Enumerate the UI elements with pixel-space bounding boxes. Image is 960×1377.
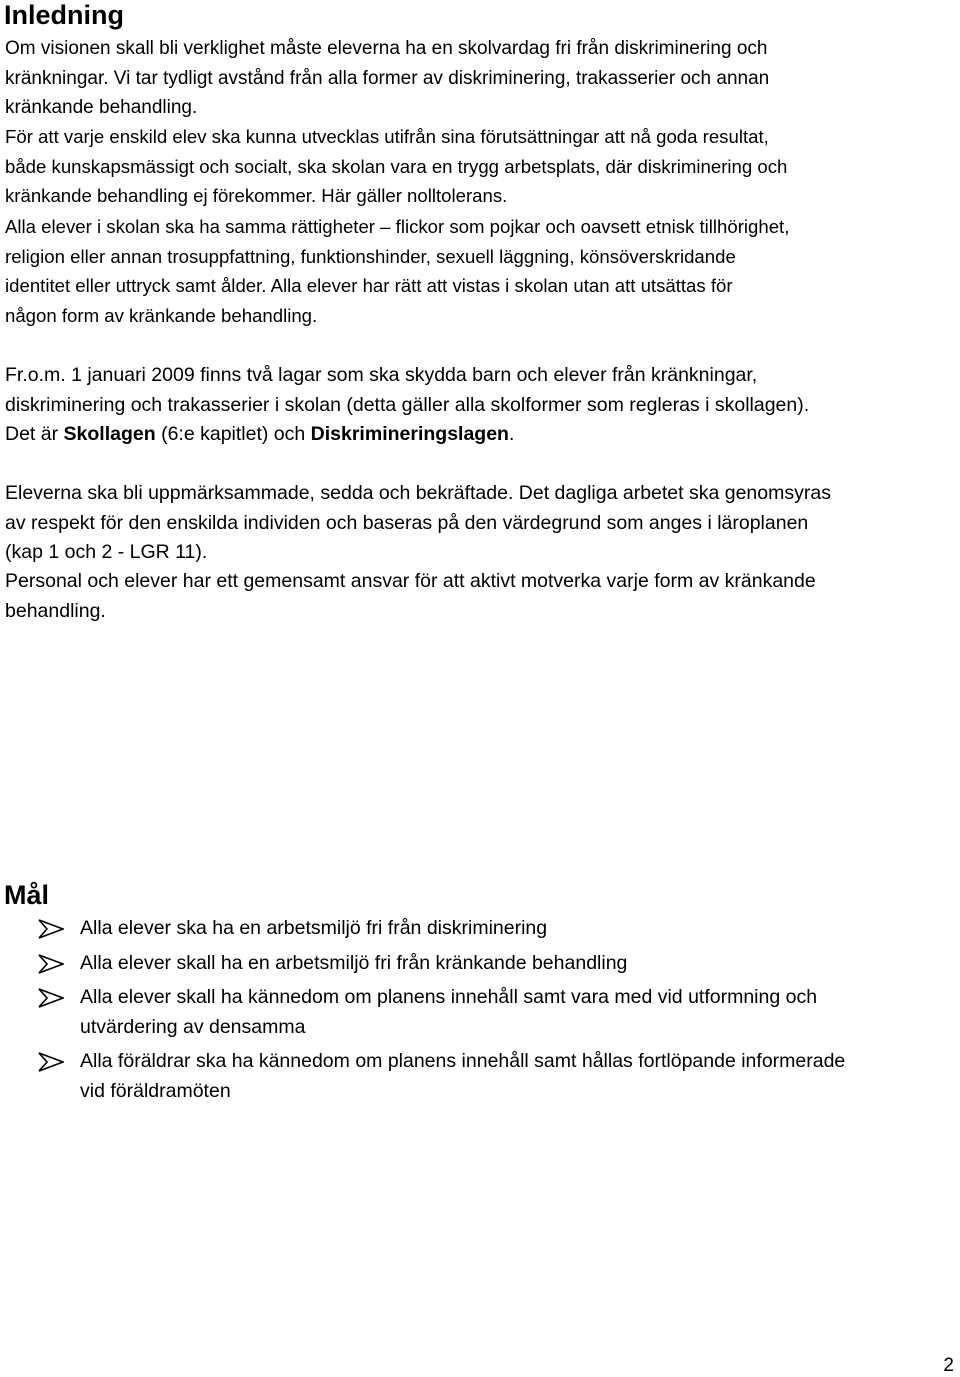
text-fragment: . <box>508 423 515 446</box>
paragraph-vision <box>5 34 769 123</box>
text-line: utvärdering av densamma <box>80 1015 306 1038</box>
text-line: kränkande behandling. <box>5 97 198 119</box>
heading-inledning: Inledning <box>4 0 124 30</box>
law-skollagen: Skollagen <box>63 423 156 446</box>
arrow-bullet-icon <box>38 919 64 939</box>
text-line: För att varje enskild elev ska kunna utvecklas utifrån sina förutsättningar att nå goda resultat, <box>5 126 769 147</box>
arrow-bullet-icon <box>38 954 64 974</box>
arrow-bullet-icon <box>38 988 64 1008</box>
text-fragment: Det är <box>5 423 64 446</box>
text-line: kränkande behandling ej förekommer. Här gäller nolltolerans. <box>5 185 508 207</box>
text-line: behandling. <box>5 599 106 622</box>
paragraph-shared-responsibility <box>5 567 816 626</box>
text-line: Alla elever i skolan ska ha samma rättigheter – flickor som pojkar och oavsett etnisk tillhörighet, <box>5 216 790 237</box>
goal-text <box>80 983 817 1042</box>
paragraph-values <box>5 479 831 568</box>
paragraph-equal-rights <box>5 212 789 330</box>
goal-text <box>80 914 547 944</box>
paragraph-safe-school <box>5 122 787 211</box>
text-line: Alla elever skall ha en arbetsmiljö fri från kränkande behandling <box>80 952 628 974</box>
text-line: Om visionen skall bli verklighet måste eleverna ha en skolvardag fri från diskriminering och <box>5 38 768 59</box>
text-line: Eleverna ska bli uppmärksammade, sedda och bekräftade. Det dagliga arbetet ska genomsyras <box>5 482 831 504</box>
heading-mal: Mål <box>4 880 50 910</box>
paragraph-laws <box>5 361 809 450</box>
text-line: Fr.o.m. 1 januari 2009 finns två lagar som ska skydda barn och elever från kränkningar, <box>5 364 758 386</box>
text-line-laws <box>5 420 809 450</box>
text-fragment: (6:e kapitlet) och <box>155 423 311 446</box>
goal-text <box>80 1047 845 1106</box>
text-line: Alla elever ska ha en arbetsmiljö fri från diskriminering <box>80 917 548 939</box>
text-line: kränkningar. Vi tar tydligt avstånd från alla former av diskriminering, trakasserier och annan <box>5 67 770 89</box>
arrow-bullet-icon <box>38 1052 64 1072</box>
text-line: Alla föräldrar ska ha kännedom om planens innehåll samt hållas fortlöpande informerade <box>80 1050 846 1072</box>
law-diskrimineringslagen: Diskrimineringslagen <box>310 423 509 446</box>
goal-text <box>80 949 627 979</box>
text-line: Alla elever skall ha kännedom om planens innehåll samt vara med vid utformning och <box>80 986 818 1008</box>
text-line: (kap 1 och 2 - LGR 11). <box>5 541 208 564</box>
text-line: både kunskapsmässigt och socialt, ska skolan vara en trygg arbetsplats, där diskriminering och <box>5 155 788 177</box>
text-line: vid föräldramöten <box>80 1079 231 1102</box>
text-line: Personal och elever har ett gemensamt ansvar för att aktivt motverka varje form av kränkande <box>5 570 816 592</box>
page-number: 2 <box>943 1355 954 1376</box>
text-line: diskriminering och trakasserier i skolan (detta gäller alla skolformer som regleras i skollagen). <box>5 393 810 416</box>
text-line: av respekt för den enskilda individen och baseras på den värdegrund som anges i läroplanen <box>5 511 809 534</box>
text-line: religion eller annan trosuppfattning, funktionshinder, sexuell läggning, könsöverskridande <box>5 245 736 267</box>
text-line: identitet eller uttryck samt ålder. Alla elever har rätt att vistas i skolan utan att utsättas för <box>5 275 733 297</box>
text-line: någon form av kränkande behandling. <box>5 304 318 326</box>
